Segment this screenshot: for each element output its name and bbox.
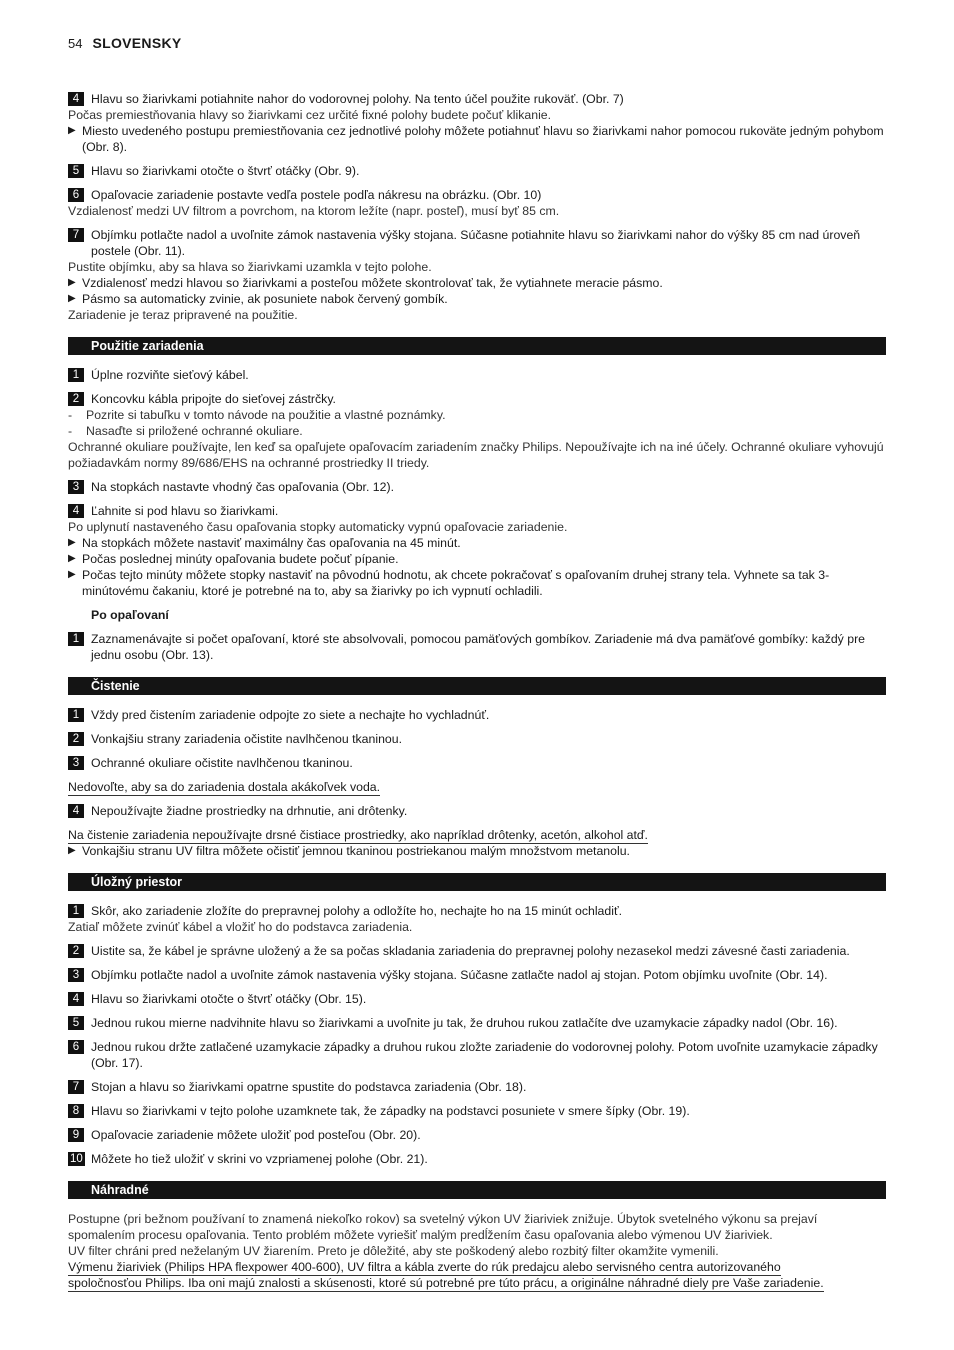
step-4	[68, 91, 886, 107]
bullet-icon: ▶	[68, 277, 76, 288]
bullet-item	[68, 551, 886, 567]
paragraph: Postupne (pri bežnom používaní to znamená niekoľko rokov) sa svetelný výkon UV žiariviek znižuje. Úbytok svetelného výkonu sa prejaví spomalením procesu opaľovania. Tento problém môžete vyriešiť malým predĺžením času opaľovania alebo výmenou UV žiariviek.	[68, 1212, 818, 1242]
page-header	[68, 35, 182, 51]
step-text: Vždy pred čistením zariadenie odpojte zo siete a nechajte ho vychladnúť.	[91, 708, 490, 722]
step-number: 7	[68, 1080, 84, 1094]
section-heading-storage: Úložný priestor	[68, 873, 886, 891]
step-text: Objímku potlačte nadol a uvoľnite zámok nastavenia výšky stojana. Súčasne zatlačte nadol aj stojan. Potom objímku uvoľnite (Obr. 14).	[91, 968, 828, 982]
dash-text: Nasaďte si priložené ochranné okuliare.	[86, 424, 303, 438]
step-text: Jednou rukou mierne nadvihnite hlavu so žiarivkami a uvoľnite ju tak, že druhou rukou zatlačíte dve uzamykacie západky nadol (Obr. 16).	[91, 1016, 838, 1030]
bullet-item	[68, 123, 886, 155]
step-text: Hlavu so žiarivkami v tejto polohe uzamknete tak, že západky na podstavci posuniete v smere šípky (Obr. 19).	[91, 1104, 690, 1118]
step-text: Opaľovacie zariadenie môžete uložiť pod posteľou (Obr. 20).	[91, 1128, 421, 1142]
step-number: 1	[68, 904, 84, 918]
bullet-text: Počas poslednej minúty opaľovania budete počuť pípanie.	[82, 552, 399, 566]
section-heading-use: Použitie zariadenia	[68, 337, 886, 355]
step-2	[68, 731, 886, 747]
step-number: 1	[68, 708, 84, 722]
step-number: 4	[68, 92, 84, 106]
warning-text: Nedovoľte, aby sa do zariadenia dostala akákoľvek voda.	[68, 780, 381, 794]
step-text: Uistite sa, že kábel je správne uložený a že sa počas skladania zariadenia do prepravnej polohy nezasekol medzi závesné časti zariadenia.	[91, 944, 850, 958]
bullet-text: Pásmo sa automaticky zvinie, ak posuniete nabok červený gombík.	[82, 292, 448, 306]
step-text: Skôr, ako zariadenie zložíte do prepravnej polohy a odložíte ho, nechajte ho na 15 minút ochladiť.	[91, 904, 622, 918]
bullet-icon: ▶	[68, 569, 76, 580]
step-number: 2	[68, 944, 84, 958]
step-5	[68, 1015, 886, 1031]
bullet-item	[68, 535, 886, 551]
step-text: Na stopkách nastavte vhodný čas opaľovania (Obr. 12).	[91, 480, 394, 494]
step-text: Hlavu so žiarivkami otočte o štvrť otáčky (Obr. 15).	[91, 992, 367, 1006]
step-1	[68, 707, 886, 723]
step-text: Úplne rozviňte sieťový kábel.	[91, 368, 249, 382]
step-text: Môžete ho tiež uložiť v skrini vo vzpriamenej polohe (Obr. 21).	[91, 1152, 428, 1166]
paragraph: Zatiaľ môžete zvinúť kábel a vložiť ho do podstavca zariadenia.	[68, 920, 413, 934]
paragraph: Vzdialenosť medzi UV filtrom a povrchom, na ktorom ležíte (napr. posteľ), musí byť 85 cm.	[68, 204, 560, 218]
bullet-icon: ▶	[68, 845, 76, 856]
warning	[68, 1259, 886, 1275]
step-text: Vonkajšiu strany zariadenia očistite navlhčenou tkaninou.	[91, 732, 403, 746]
step-text: Ochranné okuliare očistite navlhčenou tkaninou.	[91, 756, 353, 770]
subheading-after-tanning: Po opaľovaní	[91, 608, 169, 622]
dash-text: Pozrite si tabuľku v tomto návode na použitie a vlastné poznámky.	[86, 408, 446, 422]
step-text: Objímku potlačte nadol a uvoľnite zámok nastavenia výšky stojana. Súčasne potiahnite hlavu so žiarivkami nahor do výšky 85 cm nad úroveň postele (Obr. 11).	[91, 228, 861, 258]
bullet-text: Vzdialenosť medzi hlavou so žiarivkami a posteľou môžete skontrolovať tak, že vytiahnete meracie pásmo.	[82, 276, 663, 290]
step-8	[68, 1103, 886, 1119]
step-number: 3	[68, 480, 84, 494]
warning-text: spoločnosťou Philips. Iba oni majú znalosti a skúsenosti, ktoré sú potrebné pre túto prácu, a originálne náhradné diely pre Vaše zariadenie.	[68, 1276, 824, 1290]
step-text: Opaľovacie zariadenie postavte vedľa postele podľa nákresu na obrázku. (Obr. 10)	[91, 188, 542, 202]
step-text: Hlavu so žiarivkami otočte o štvrť otáčky (Obr. 9).	[91, 164, 360, 178]
step-text: Hlavu so žiarivkami potiahnite nahor do vodorovnej polohy. Na tento účel použite rukoväť. (Obr. 7)	[91, 92, 624, 106]
step-number: 4	[68, 804, 84, 818]
paragraph: Pustite objímku, aby sa hlava so žiarivkami uzamkla v tejto polohe.	[68, 260, 432, 274]
step-1	[68, 631, 886, 663]
bullet-icon: ▶	[68, 553, 76, 564]
page-content	[68, 91, 886, 1291]
step-number: 2	[68, 732, 84, 746]
paragraph: Ochranné okuliare používajte, len keď sa opaľujete opaľovacím zariadením značky Philips. Nepoužívajte ich na iné účely. Ochranné okuliare vyhovujú požiadavkám normy 89/686/EHS na ochranné prostriedky II triedy.	[68, 440, 884, 470]
bullet-icon: ▶	[68, 125, 76, 136]
step-3	[68, 967, 886, 983]
step-2	[68, 943, 886, 959]
bullet-item	[68, 275, 886, 291]
bullet-item	[68, 843, 886, 859]
warning-text: Na čistenie zariadenia nepoužívajte drsné čistiace prostriedky, ako napríklad drôtenky, acetón, alkohol atď.	[68, 828, 648, 842]
bullet-icon: ▶	[68, 537, 76, 548]
step-number: 4	[68, 992, 84, 1006]
step-text: Koncovku kábla pripojte do sieťovej zástrčky.	[91, 392, 336, 406]
warning-text: Výmenu žiariviek (Philips HPA flexpower 400-600), UV filtra a kábla zverte do rúk predajcu alebo servisného centra autorizovaného	[68, 1260, 781, 1274]
step-9	[68, 1127, 886, 1143]
bullet-item	[68, 291, 886, 307]
step-number: 7	[68, 228, 84, 242]
step-text: Zaznamenávajte si počet opaľovaní, ktoré ste absolvovali, pomocou pamäťových gombíkov. Zariadenie má dva pamäťové gombíky: každý pre jednu osobu (Obr. 13).	[91, 632, 866, 662]
dash-item	[68, 407, 886, 423]
step-6	[68, 187, 886, 203]
paragraph: Po uplynutí nastaveného času opaľovania stopky automaticky vypnú opaľovacie zariadenie.	[68, 520, 568, 534]
step-number: 2	[68, 392, 84, 406]
step-number: 10	[70, 1153, 83, 1165]
step-5	[68, 163, 886, 179]
step-2	[68, 391, 886, 407]
step-3	[68, 479, 886, 495]
page-number: 54	[68, 36, 83, 51]
step-number: 5	[68, 1016, 84, 1030]
warning	[68, 779, 886, 795]
step-number: 6	[68, 1040, 84, 1054]
bullet-text: Počas tejto minúty môžete stopky nastaviť na pôvodnú hodnotu, ak chcete pokračovať s opaľovaním druhej strany tela. Vyhnete sa tak 3-minútovému čakaniu, ktoré je potrebné na to, aby sa žiarivky po ich vypnutí ochladili.	[82, 568, 830, 598]
step-1	[68, 367, 886, 383]
step-4	[68, 991, 886, 1007]
section-heading-cleaning: Čistenie	[68, 677, 886, 695]
step-number: 3	[68, 756, 84, 770]
step-10	[68, 1151, 886, 1167]
bullet-item	[68, 567, 886, 599]
step-4	[68, 803, 886, 819]
paragraph: Zariadenie je teraz pripravené na použitie.	[68, 308, 298, 322]
step-number: 5	[68, 164, 84, 178]
step-7	[68, 1079, 886, 1095]
step-text: Stojan a hlavu so žiarivkami opatrne spustite do podstavca zariadenia (Obr. 18).	[91, 1080, 527, 1094]
step-number: 1	[68, 368, 84, 382]
step-4	[68, 503, 886, 519]
section-heading-replacement: Náhradné	[68, 1181, 886, 1199]
step-6	[68, 1039, 886, 1071]
dash-item	[68, 423, 886, 439]
bullet-text: Miesto uvedeného postupu premiestňovania cez jednotlivé polohy môžete potiahnuť hlavu so žiarivkami nahor pomocou rukoväte jedným pohybom (Obr. 8).	[82, 124, 884, 154]
step-number: 4	[68, 504, 84, 518]
bullet-text: Na stopkách môžete nastaviť maximálny čas opaľovania na 45 minút.	[82, 536, 461, 550]
paragraph: Počas premiestňovania hlavy so žiarivkami cez určité fixné polohy budete počuť klikanie.	[68, 108, 552, 122]
step-text: Jednou rukou držte zatlačené uzamykacie západky a druhou rukou zložte zariadenie do vodorovnej polohy. Potom uvoľnite uzamykacie západky (Obr. 17).	[91, 1040, 878, 1070]
step-7	[68, 227, 886, 259]
step-text: Ľahnite si pod hlavu so žiarivkami.	[91, 504, 279, 518]
warning	[68, 827, 886, 843]
step-number: 9	[68, 1128, 84, 1142]
step-1	[68, 903, 886, 919]
bullet-text: Vonkajšiu stranu UV filtra môžete očistiť jemnou tkaninou postriekanou malým množstvom metanolu.	[82, 844, 630, 858]
language-title: SLOVENSKY	[92, 35, 182, 51]
step-number: 1	[68, 632, 84, 646]
paragraph: UV filter chráni pred neželaným UV žiarením. Preto je dôležité, aby ste poškodený alebo rozbitý filter okamžite vymenili.	[68, 1244, 719, 1258]
dash-icon: -	[68, 424, 73, 438]
warning	[68, 1275, 886, 1291]
step-number: 6	[68, 188, 84, 202]
step-number: 8	[68, 1104, 84, 1118]
step-3	[68, 755, 886, 771]
step-number: 3	[68, 968, 84, 982]
bullet-icon: ▶	[68, 293, 76, 304]
dash-icon: -	[68, 408, 73, 422]
step-text: Nepoužívajte žiadne prostriedky na drhnutie, ani drôtenky.	[91, 804, 408, 818]
